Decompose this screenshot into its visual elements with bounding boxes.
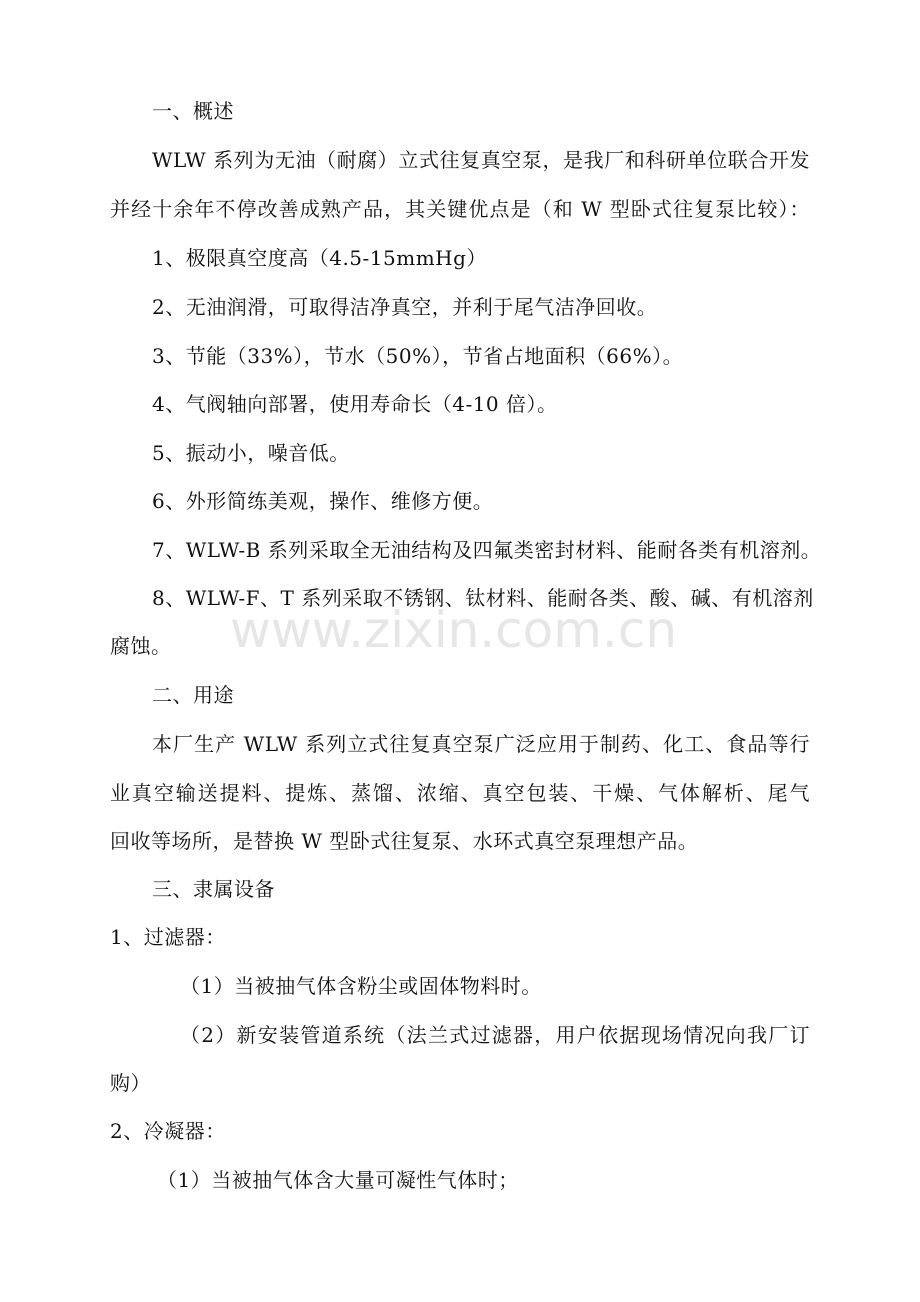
paragraph-line: 本厂生产 WLW 系列立式往复真空泵广泛应用于制药、化工、食品等行 [152, 732, 810, 756]
list-item: （1）当被抽气体含粉尘或固体物料时。 [180, 974, 542, 998]
list-item: 5、振动小，噪音低。 [152, 441, 350, 465]
list-item: 8、WLW-F、T 系列采取不锈钢、钛材料、能耐各类、酸、碱、有机溶剂 [152, 586, 814, 610]
list-item: 2、无油润滑，可取得洁净真空，并利于尾气洁净回收。 [152, 295, 658, 319]
section-heading-overview: 一、概述 [152, 99, 234, 123]
list-item: 7、WLW-B 系列采取全无油结构及四氟类密封材料、能耐各类有机溶剂。 [152, 538, 822, 562]
list-item: 6、外形简练美观，操作、维修方便。 [152, 489, 494, 513]
subsection-heading-filter: 1、过滤器： [110, 925, 226, 949]
watermark: www.zixin.com.cn [230, 601, 678, 659]
list-item-continuation: 购） [110, 1071, 151, 1095]
list-item: 3、节能（33%），节水（50%），节省占地面积（66%）。 [152, 344, 684, 368]
paragraph-line: 并经十余年不停改善成熟产品，其关键优点是（和 W 型卧式往复泵比较）： [110, 197, 810, 221]
paragraph-line: 回收等场所，是替换 W 型卧式往复泵、水环式真空泵理想产品。 [110, 829, 699, 853]
subsection-heading-condenser: 2、冷凝器： [110, 1119, 226, 1143]
section-heading-usage: 二、用途 [152, 683, 234, 707]
list-item: （1）当被抽气体含大量可凝性气体时； [157, 1168, 519, 1192]
list-item: 1、极限真空度高（4.5-15mmHg） [152, 246, 487, 270]
list-item: 4、气阀轴向部署，使用寿命长（4-10 倍）。 [152, 392, 558, 416]
paragraph-line: 业真空输送提料、提炼、蒸馏、浓缩、真空包装、干燥、气体解析、尾气 [110, 781, 810, 805]
list-item-continuation: 腐蚀。 [110, 634, 172, 658]
list-item: （2）新安装管道系统（法兰式过滤器，用户依据现场情况向我厂订 [180, 1023, 810, 1047]
paragraph-line: WLW 系列为无油（耐腐）立式往复真空泵，是我厂和科研单位联合开发 [152, 148, 810, 172]
section-heading-equipment: 三、隶属设备 [152, 877, 275, 901]
